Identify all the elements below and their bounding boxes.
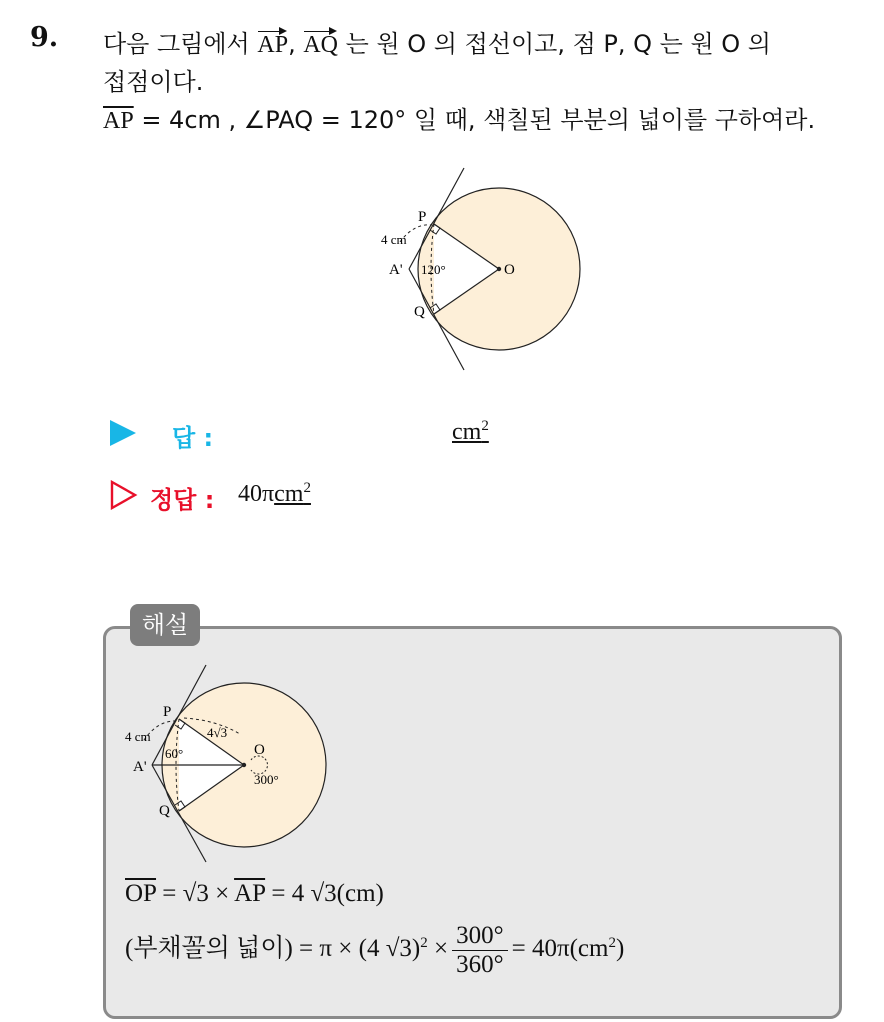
- label-a: A': [389, 262, 403, 278]
- vector-aq: AQ: [303, 32, 338, 58]
- correct-answer-label: 정답 :: [150, 486, 215, 514]
- equation-area-rhs: = 40π(cm: [511, 935, 609, 963]
- label-q: Q: [159, 803, 170, 819]
- question-number: 9.: [30, 22, 59, 53]
- equation-area-lhs: (부채꼴의 넓이) = π × (4 √3): [125, 935, 421, 963]
- answer-unit: cm: [452, 419, 482, 445]
- label-p: P: [163, 704, 172, 720]
- correct-answer-row: [110, 478, 530, 514]
- equation-area-rhs-exp: 2: [608, 934, 616, 951]
- angle-fraction: [452, 922, 508, 979]
- equation-op-mid: = √3 ×: [156, 880, 235, 907]
- segment-ap: $\overline{AP}$: [234, 880, 266, 907]
- question-line-1: 다음 그림에서 AP, AQ 는 원 O 의 접선이고, 점 P, Q 는 원 O 의: [103, 30, 771, 58]
- segment-ap: $\overline{AP}$: [103, 108, 134, 134]
- fraction-numerator: 300°: [452, 922, 508, 951]
- explanation-figure: [118, 660, 338, 865]
- correct-answer-unit-exp: 2: [303, 480, 311, 496]
- center-point: [497, 267, 501, 271]
- correct-answer-unit: cm: [274, 481, 304, 507]
- segment-op: $\overline{OP}$: [125, 880, 157, 907]
- equation-area-close: ): [615, 935, 625, 963]
- answer-input[interactable]: [452, 418, 489, 446]
- label-o: O: [504, 262, 515, 278]
- fraction-denominator: 360°: [456, 951, 504, 978]
- answer-row: [110, 416, 530, 452]
- label-center-angle: 300°: [254, 772, 279, 787]
- answer-label: 답 :: [172, 424, 214, 452]
- label-o: O: [254, 742, 265, 758]
- equation-area: [125, 922, 624, 979]
- label-length: 4 cm: [381, 232, 407, 247]
- vector-ap: AP: [257, 32, 289, 58]
- label-angle: 120°: [421, 262, 446, 277]
- question-line-3: [103, 100, 815, 135]
- play-triangle-icon: [110, 420, 136, 446]
- question-text-c: = 4cm , ∠PAQ = 120° 일 때, 색칠된 부분의 넓이를 구하여라.: [133, 106, 816, 134]
- question-text-b: 는 원 O 의 접선이고, 점 P, Q 는 원 O 의: [338, 30, 771, 58]
- center-point: [242, 763, 246, 767]
- label-q: Q: [414, 304, 425, 320]
- equation-op-rhs: = 4 √3(cm): [265, 880, 384, 907]
- question-line-2: 접점이다.: [103, 68, 204, 96]
- correct-answer-value: [238, 480, 311, 508]
- equation-op: [125, 880, 384, 908]
- label-half-angle: 60°: [165, 746, 184, 761]
- question-text-a: 다음 그림에서: [103, 30, 258, 58]
- explanation-tab: 해설: [130, 604, 200, 646]
- outline-triangle-icon: [110, 480, 138, 510]
- equation-area-exp: 2: [420, 934, 428, 951]
- label-radius: 4√3: [207, 725, 228, 740]
- answer-unit-exp: 2: [481, 418, 489, 434]
- equation-area-times: ×: [427, 935, 449, 963]
- label-length: 4 cm: [125, 729, 151, 744]
- label-a: A': [133, 759, 147, 775]
- correct-answer-number: 40π: [238, 481, 275, 507]
- question-figure: [370, 165, 590, 375]
- label-p: P: [418, 209, 427, 225]
